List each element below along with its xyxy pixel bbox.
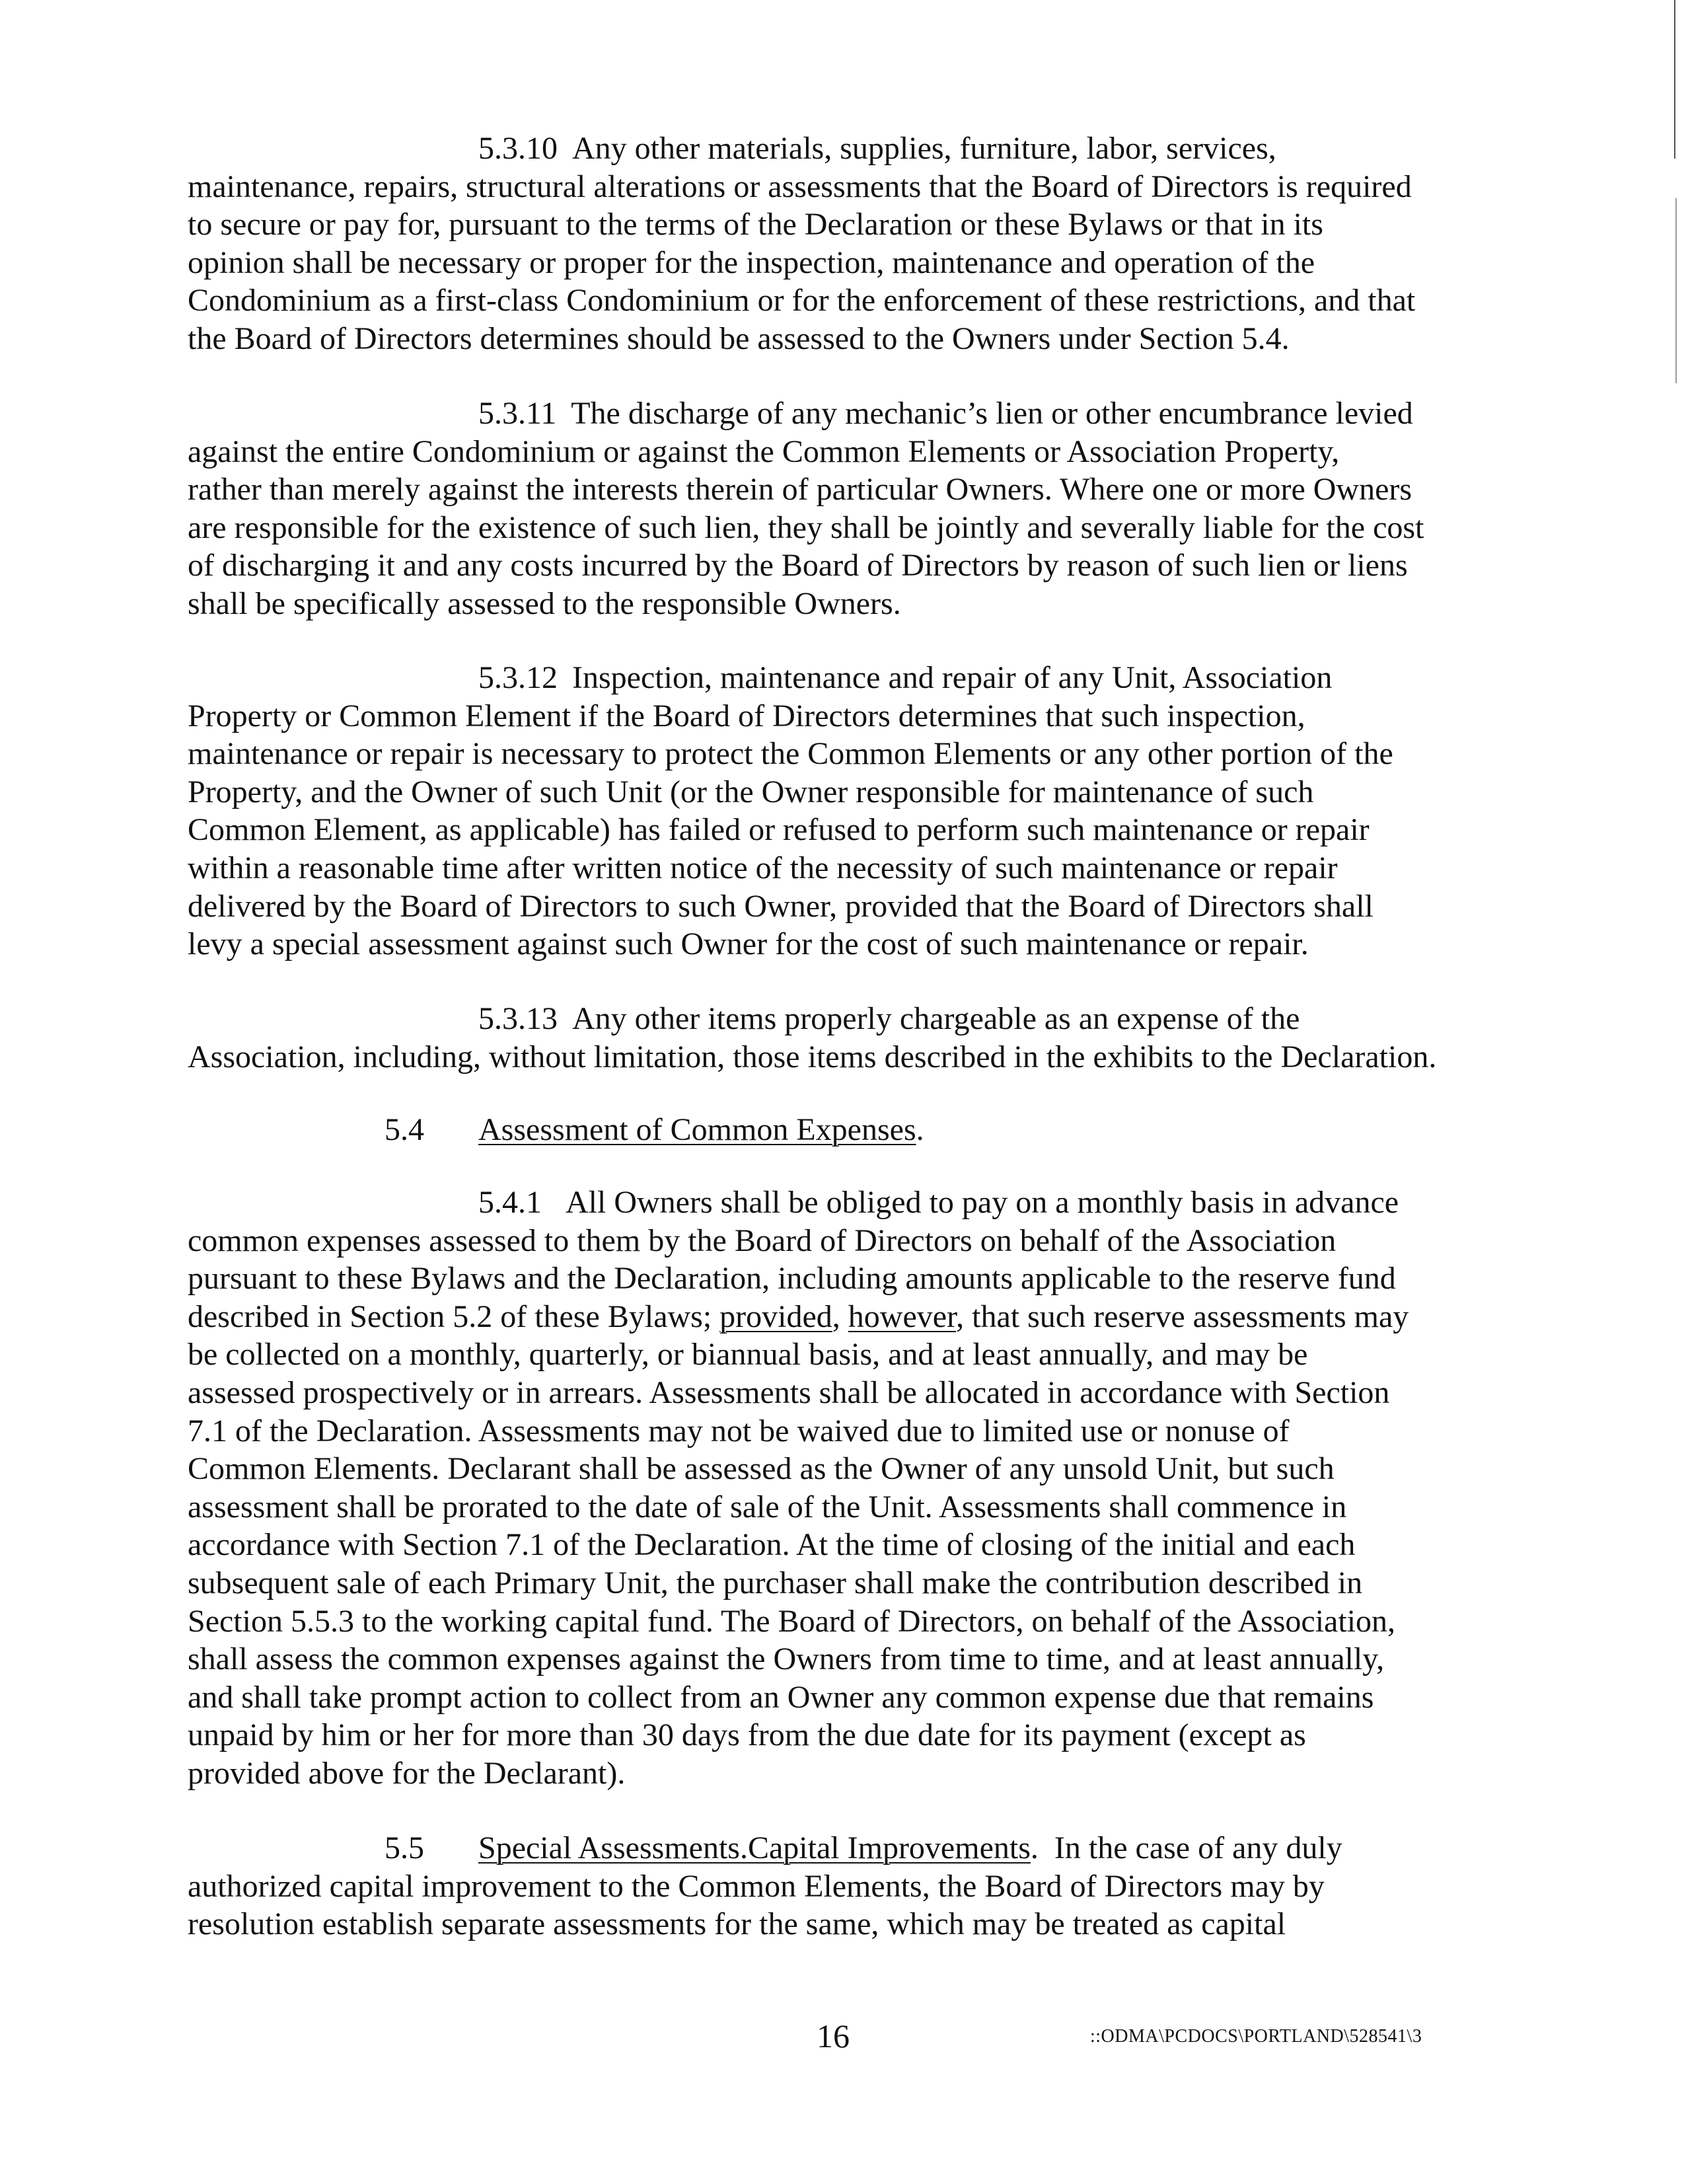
text-line: be collected on a monthly, quarterly, or biannual basis, and at least annually, and may be xyxy=(188,1337,1308,1373)
section-title: Capital Improvements xyxy=(747,1830,1031,1865)
document-code: ::ODMA\PCDOCS\PORTLAND\528541\3 xyxy=(1090,2026,1422,2047)
text-fragment: , xyxy=(832,1299,848,1334)
paragraph-5-3-10 xyxy=(188,130,1509,358)
text-line: subsequent sale of each Primary Unit, the purchaser shall make the contribution described in xyxy=(188,1565,1363,1600)
section-title: Special Assessments. xyxy=(478,1830,748,1865)
text-line: assessment shall be prorated to the date of sale of the Unit. Assessments shall commence in xyxy=(188,1489,1347,1525)
margin-mark xyxy=(1675,198,1677,383)
text-line: levy a special assessment against such Owner for the cost of such maintenance or repair. xyxy=(188,926,1309,962)
text-line: shall be specifically assessed to the responsible Owners. xyxy=(188,585,901,621)
paragraph-5-3-11 xyxy=(188,395,1509,623)
paragraph-5-3-13 xyxy=(188,1000,1509,1076)
text-line: Any other materials, supplies, furniture, labor, services, xyxy=(572,131,1276,166)
text-line: Association, including, without limitation, those items described in the exhibits to the Declaration. xyxy=(188,1039,1437,1074)
text-line: Inspection, maintenance and repair of any Unit, Association xyxy=(572,660,1333,695)
text-line: Common Element, as applicable) has failed or refused to perform such maintenance or repair xyxy=(188,812,1370,848)
heading-5-4 xyxy=(188,1111,1509,1149)
paragraph-5-5 xyxy=(188,1829,1509,1943)
text-line: delivered by the Board of Directors to such Owner, provided that the Board of Directors shall xyxy=(188,888,1374,924)
text-line: provided above for the Declarant). xyxy=(188,1755,626,1791)
underlined-word: however xyxy=(848,1299,957,1334)
section-number: 5.4 xyxy=(385,1112,424,1147)
text-fragment: In the case of any duly xyxy=(1054,1830,1342,1865)
text-line: common expenses assessed to them by the Board of Directors on behalf of the Association xyxy=(188,1223,1337,1258)
underlined-word: provided xyxy=(719,1299,832,1334)
section-title: Assessment of Common Expenses xyxy=(478,1112,916,1147)
text-line: authorized capital improvement to the Common Elements, the Board of Directors may by xyxy=(188,1868,1325,1904)
paragraph-5-4-1 xyxy=(188,1184,1509,1793)
text-line: Condominium as a first-class Condominium or for the enforcement of these restrictions, and that xyxy=(188,283,1416,319)
section-number: 5.4.1 xyxy=(478,1185,542,1220)
margin-mark xyxy=(1674,0,1675,159)
text-line: opinion shall be necessary or proper for the inspection, maintenance and operation of the xyxy=(188,245,1315,280)
text-line: maintenance or repair is necessary to protect the Common Elements or any other portion of the xyxy=(188,736,1393,772)
text-line: Section 5.5.3 to the working capital fund. The Board of Directors, on behalf of the Association, xyxy=(188,1603,1396,1639)
text-line: shall assess the common expenses against the Owners from time to time, and at least annually, xyxy=(188,1641,1385,1677)
text-line: are responsible for the existence of such lien, they shall be jointly and severally liable for the cost xyxy=(188,509,1424,545)
text-line: of discharging it and any costs incurred by the Board of Directors by reason of such lien or liens xyxy=(188,548,1408,584)
text-line: assessed prospectively or in arrears. Assessments shall be allocated in accordance with Section xyxy=(188,1374,1390,1410)
text-line: Any other items properly chargeable as an expense of the xyxy=(572,1001,1300,1036)
text-line: and shall take prompt action to collect from an Owner any common expense due that remains xyxy=(188,1679,1374,1715)
title-punctuation: . xyxy=(1030,1830,1054,1865)
text-line: maintenance, repairs, structural alterations or assessments that the Board of Directors is required xyxy=(188,169,1412,204)
text-line: The discharge of any mechanic’s lien or other encumbrance levied xyxy=(571,396,1413,431)
text-line: against the entire Condominium or against the Common Elements or Association Property, xyxy=(188,433,1340,469)
text-line: pursuant to these Bylaws and the Declaration, including amounts applicable to the reserve fund xyxy=(188,1261,1396,1297)
text-line: the Board of Directors determines should be assessed to the Owners under Section 5.4. xyxy=(188,320,1290,356)
text-line: 7.1 of the Declaration. Assessments may not be waived due to limited use or nonuse of xyxy=(188,1413,1290,1449)
text-line: accordance with Section 7.1 of the Declaration. At the time of closing of the initial and each xyxy=(188,1527,1356,1563)
text-line: Property, and the Owner of such Unit (or the Owner responsible for maintenance of such xyxy=(188,774,1314,810)
title-punctuation: . xyxy=(916,1112,924,1147)
page-number: 16 xyxy=(817,2017,850,2054)
text-line-provided xyxy=(188,1298,1509,1336)
section-number: 5.3.13 xyxy=(478,1001,558,1036)
text-fragment: , that such reserve assessments may xyxy=(956,1299,1409,1334)
text-fragment: described in Section 5.2 of these Bylaws; xyxy=(188,1299,720,1334)
section-number: 5.5 xyxy=(385,1830,424,1865)
text-line: resolution establish separate assessments for the same, which may be treated as capital xyxy=(188,1906,1286,1942)
text-line: Property or Common Element if the Board of Directors determines that such inspection, xyxy=(188,698,1305,734)
section-number: 5.3.12 xyxy=(478,660,558,695)
paragraph-5-3-12 xyxy=(188,659,1509,963)
text-line: All Owners shall be obliged to pay on a monthly basis in advance xyxy=(566,1185,1399,1220)
text-line: within a reasonable time after written notice of the necessity of such maintenance or repair xyxy=(188,850,1338,885)
section-number: 5.3.10 xyxy=(478,131,558,166)
text-line: unpaid by him or her for more than 30 days from the due date for its payment (except as xyxy=(188,1717,1306,1753)
section-number: 5.3.11 xyxy=(478,396,557,431)
text-line: Common Elements. Declarant shall be assessed as the Owner of any unsold Unit, but such xyxy=(188,1451,1335,1487)
text-line: rather than merely against the interests therein of particular Owners. Where one or more Owners xyxy=(188,472,1412,508)
text-line: to secure or pay for, pursuant to the terms of the Declaration or these Bylaws or that in its xyxy=(188,207,1323,243)
